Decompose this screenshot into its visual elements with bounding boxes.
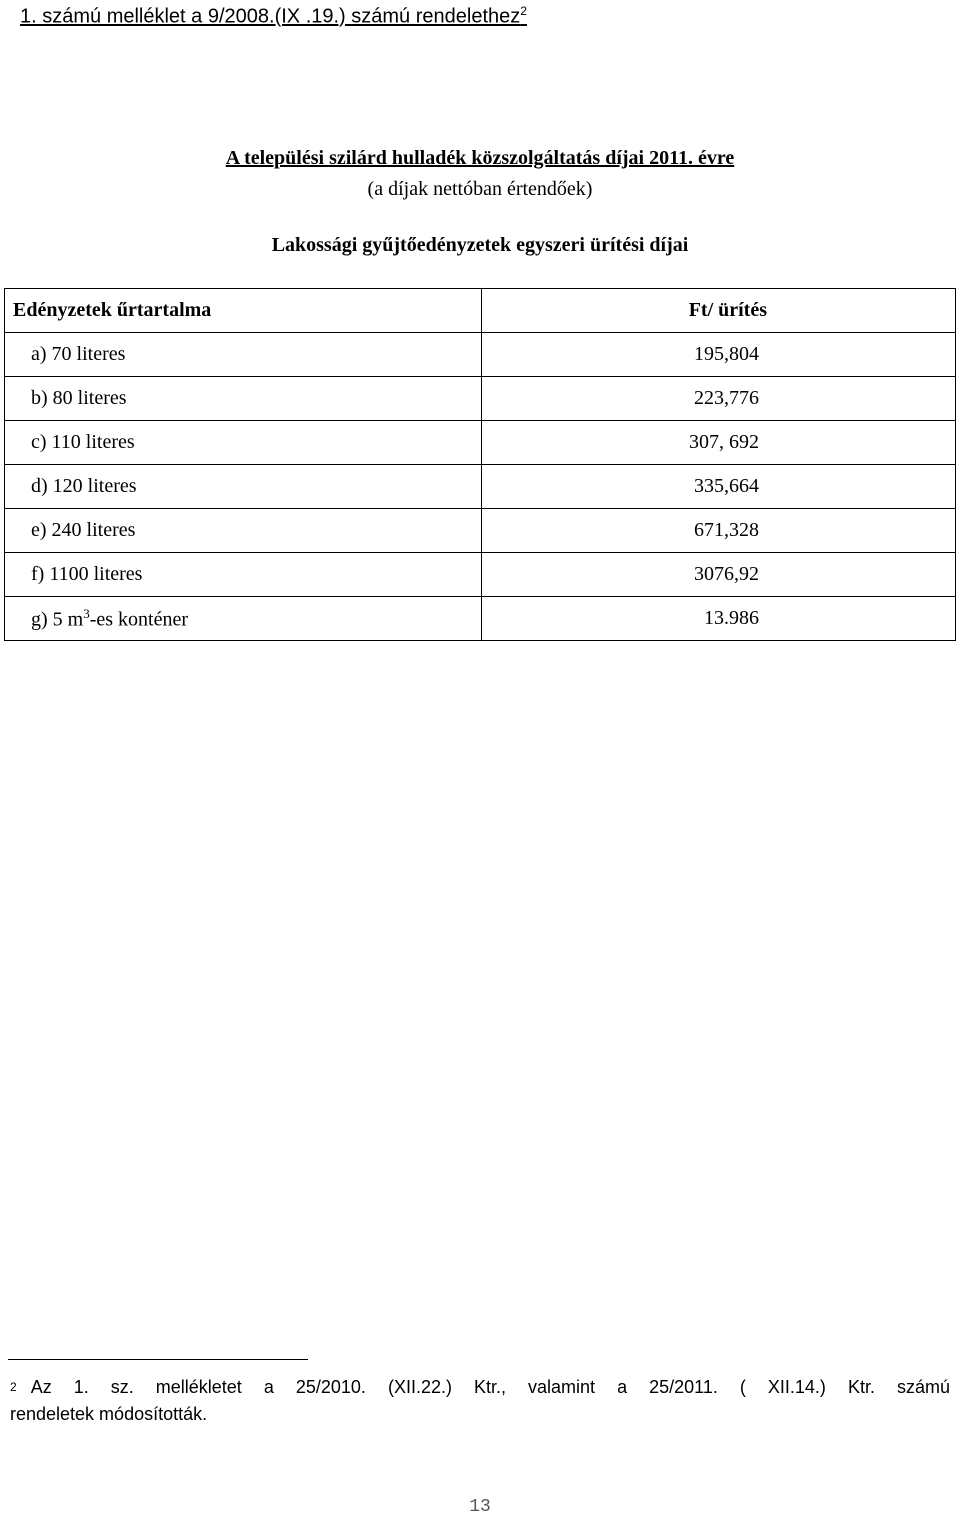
row-label-suffix: -es konténer (89, 608, 189, 631)
row-value: 195,804 (482, 333, 956, 377)
table-row (5, 333, 956, 377)
table-row (5, 553, 956, 597)
document-title: A települési szilárd hulladék közszolgáltatás díjai 2011. évre (225, 147, 735, 169)
footnote-separator (8, 1359, 308, 1360)
column-header-capacity: Edényzetek űrtartalma (5, 289, 482, 333)
row-label-prefix: g) 5 m (31, 608, 84, 631)
row-label: e) 240 literes (5, 509, 482, 553)
row-value: 13.986 (482, 597, 956, 641)
row-label: c) 110 literes (5, 421, 482, 465)
table-row (5, 597, 956, 641)
footnote-text-2: rendeletek módosították. (10, 1404, 208, 1424)
fee-table (4, 288, 956, 641)
page-number: 13 (469, 1497, 491, 1517)
footnote-reference[interactable]: 2 (520, 4, 527, 18)
row-value: 307, 692 (482, 421, 956, 465)
row-label: f) 1100 literes (5, 553, 482, 597)
annex-header-text: 1. számú melléklet a 9/2008.(IX .19.) számú rendelethez (20, 5, 521, 28)
annex-header (20, 4, 527, 29)
superscript-exponent: 3 (83, 605, 90, 621)
row-label: b) 80 literes (5, 377, 482, 421)
row-value: 335,664 (482, 465, 956, 509)
section-title: Lakossági gyűjtőedényzetek egyszeri ürítési díjai (271, 234, 689, 256)
table-row (5, 421, 956, 465)
column-header-price: Ft/ ürítés (482, 289, 956, 333)
footnote-line-1 (10, 1374, 950, 1401)
table-header-row (5, 289, 956, 333)
row-value: 3076,92 (482, 553, 956, 597)
footnote (10, 1374, 950, 1428)
table-row (5, 465, 956, 509)
row-label: d) 120 literes (5, 465, 482, 509)
row-value: 223,776 (482, 377, 956, 421)
footnote-marker: 2 (10, 1380, 17, 1394)
table-row (5, 509, 956, 553)
document-subtitle: (a díjak nettóban értendőek) (367, 178, 593, 200)
table-row (5, 377, 956, 421)
row-value: 671,328 (482, 509, 956, 553)
footnote-text-1: Az 1. sz. mellékletet a 25/2010. (XII.22.) Ktr., valamint a 25/2011. ( XII.14.) Ktr. számú (30, 1377, 950, 1397)
row-label (5, 597, 482, 641)
row-label: a) 70 literes (5, 333, 482, 377)
